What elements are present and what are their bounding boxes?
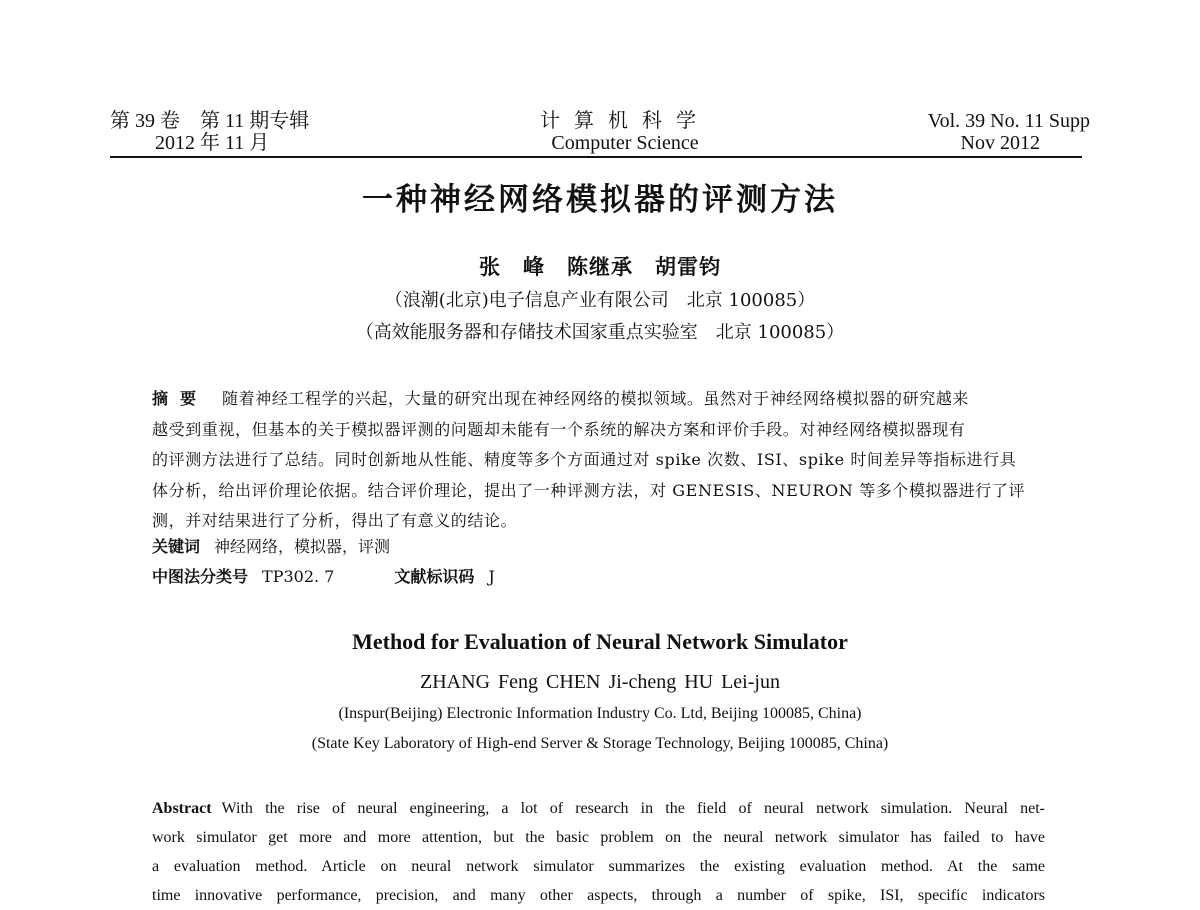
abstract-cn-line: 的评测方法进行了总结。同时创新地从性能、精度等多个方面通过对 spike 次数、ISI、spike 时间差异等指标进行具 — [152, 450, 1017, 469]
abstract-en-line — [152, 794, 1045, 823]
header-date-cn: 2012 年 11 月 — [155, 132, 270, 154]
abstract-en-line: work simulator get more and more attention, but the basic problem on the neural network simulator has failed to have — [152, 829, 1045, 846]
affiliation-en-2: (State Key Laboratory of High-end Server & Storage Technology, Beijing 100085, China) — [311, 735, 889, 752]
authors-cn: 张 峰 陈继承 胡雷钧 — [479, 255, 721, 279]
abstract-cn-line — [152, 384, 1045, 415]
header-rule — [110, 156, 1082, 158]
authors-en: ZHANG Feng CHEN Ji-cheng HU Lei-jun — [420, 671, 780, 693]
keywords-cn-text: 神经网络，模拟器，评测 — [214, 537, 391, 556]
abstract-en-text: With the rise of neural engineering, a lot of research in the field of neural network simulation. Neural net- — [221, 800, 1045, 817]
document-code-value: J — [488, 567, 495, 586]
affiliation-cn-2: （高效能服务器和存储技术国家重点实验室 北京 100085） — [355, 322, 845, 343]
header-date-en: Nov 2012 — [960, 132, 1040, 154]
affiliation-cn-1: （浪潮(北京)电子信息产业有限公司 北京 100085） — [384, 290, 816, 311]
header-volume-en: Vol. 39 No. 11 Supp — [927, 110, 1090, 132]
classification-label: 中图法分类号 — [152, 567, 249, 586]
abstract-cn-line: 体分析，给出评价理论依据。结合评价理论，提出了一种评测方法，对 GENESIS、NEURON 等多个模拟器进行了评 — [152, 480, 1026, 500]
classification-value: TP302. 7 — [262, 567, 335, 586]
abstract-en-line: time innovative performance, precision, and many other aspects, through a number of spike, ISI, specific indicators — [152, 887, 1045, 904]
header-journal-name-en: Computer Science — [551, 132, 699, 154]
keywords-cn — [152, 536, 390, 558]
header-journal-name-cn: 计算机科学 — [540, 110, 710, 132]
document-code-label: 文献标识码 — [394, 567, 475, 586]
paper-title-cn: 一种神经网络模拟器的评测方法 — [362, 182, 838, 218]
header-volume-info-en — [850, 110, 1090, 154]
abstract-en-line: a evaluation method. Article on neural network simulator summarizes the existing evaluation method. At the same — [152, 858, 1045, 875]
classification-line — [152, 566, 495, 588]
header-journal-name — [480, 110, 770, 154]
abstract-cn-text: 随着神经工程学的兴起，大量的研究出现在神经网络的模拟领域。虽然对于神经网络模拟器的研究越来 — [222, 389, 970, 408]
abstract-cn-label: 摘要 — [152, 389, 209, 408]
abstract-en — [152, 794, 1045, 910]
abstract-en-label: Abstract — [152, 800, 212, 817]
keywords-cn-label: 关键词 — [152, 537, 201, 556]
header-volume-issue: 第 39 卷 第 11 期专辑 — [110, 110, 310, 132]
abstract-cn-line: 越受到重视，但基本的关于模拟器评测的问题却未能有一个系统的解决方案和评价手段。对神经网络模拟器现有 — [152, 419, 966, 439]
paper-title-en: Method for Evaluation of Neural Network Simulator — [352, 629, 848, 654]
abstract-cn-line: 测，并对结果进行了分析，得出了有意义的结论。 — [152, 511, 518, 530]
affiliation-en-1: (Inspur(Beijing) Electronic Information Industry Co. Ltd, Beijing 100085, China) — [338, 705, 862, 722]
header-issue-info — [110, 110, 309, 154]
abstract-cn — [152, 384, 1045, 537]
